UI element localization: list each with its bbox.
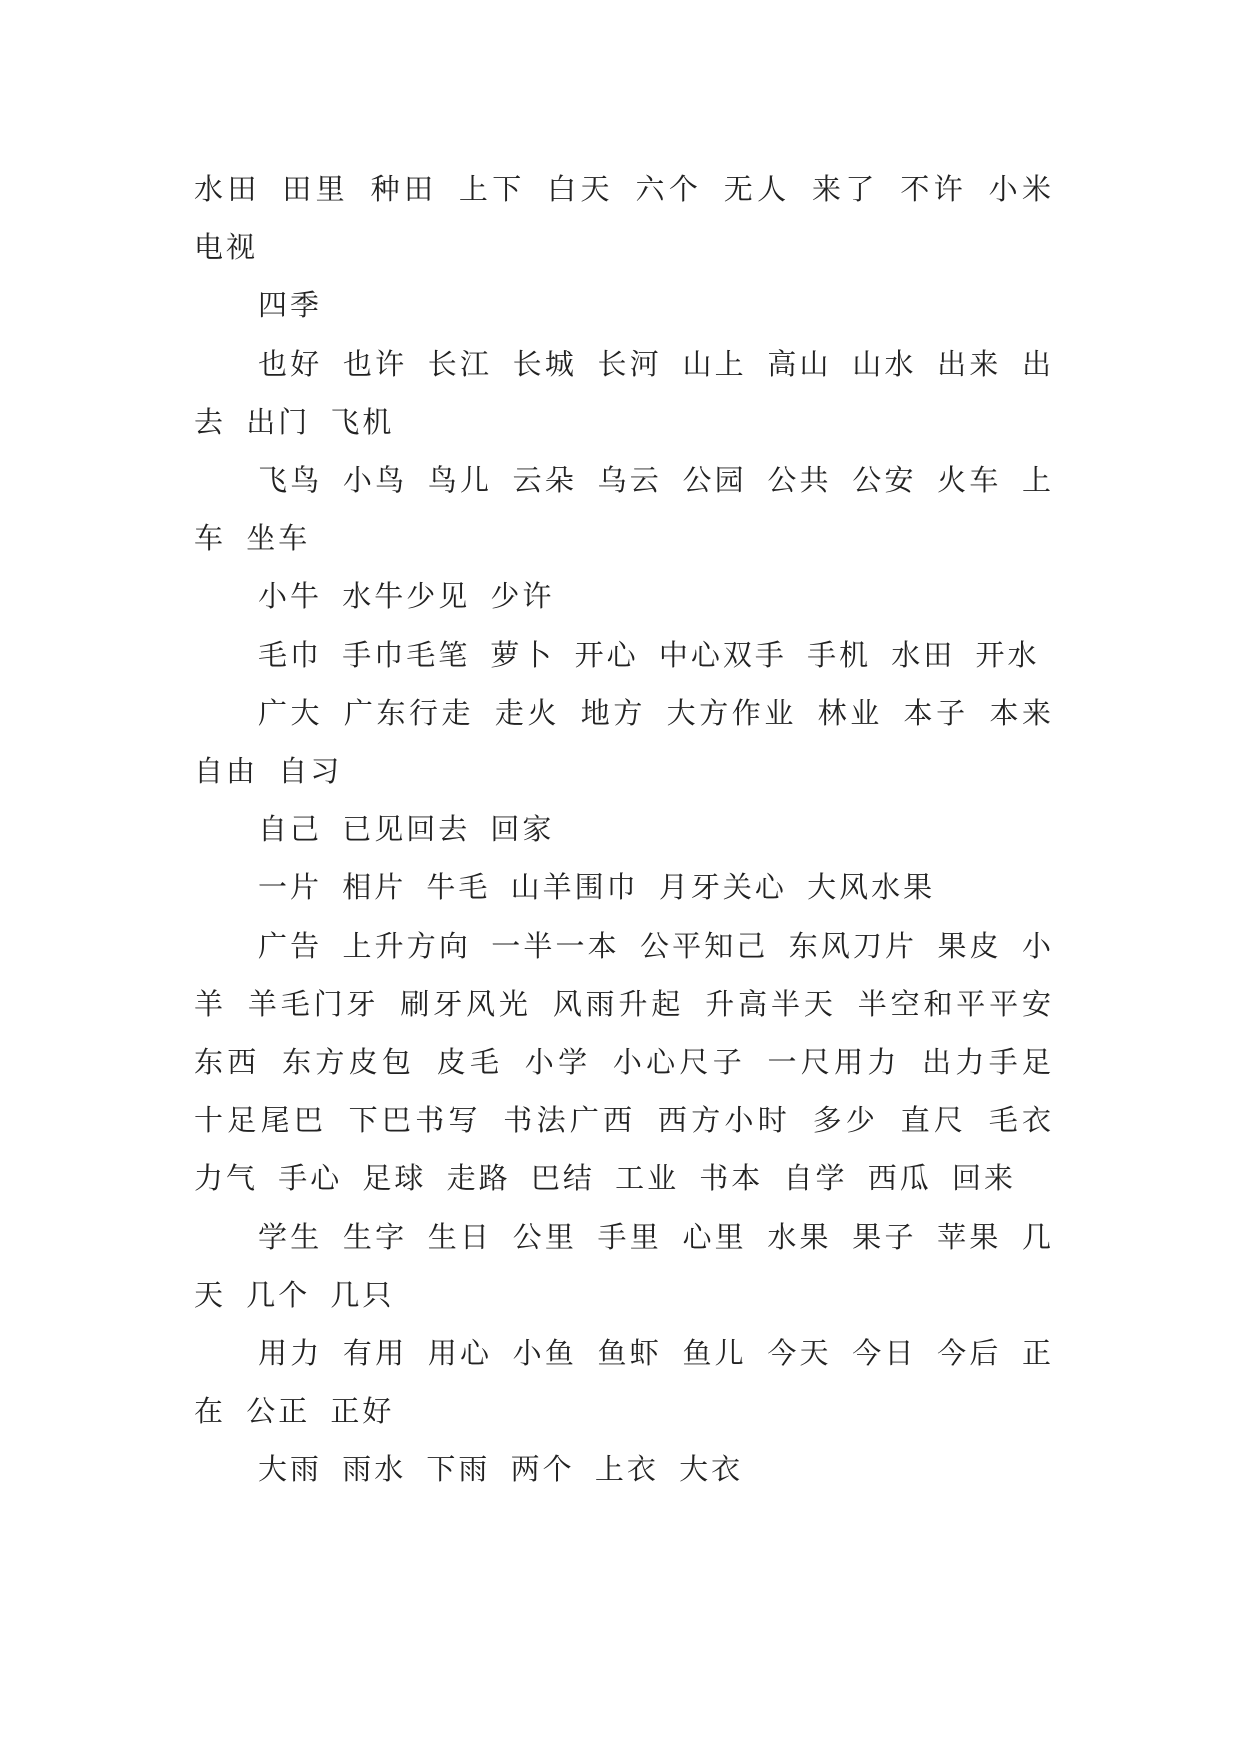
paragraph-1: 水田 田里 种田 上下 白天 六个 无人 来了 不许 小米 电视 <box>194 172 1054 265</box>
paragraph-3: 也好 也许 长江 长城 长河 山上 高山 山水 出来 出去 出门 飞机 <box>194 346 1054 439</box>
paragraph-12: 用力 有用 用心 小鱼 鱼虾 鱼儿 今天 今日 今后 正在 公正 正好 <box>194 1336 1054 1429</box>
paragraph-4: 飞鸟 小鸟 鸟儿 云朵 乌云 公园 公共 公安 火车 上车 坐车 <box>194 463 1054 556</box>
paragraph-6: 毛巾 手巾毛笔 萝卜 开心 中心双手 手机 水田 开水 <box>258 637 1040 672</box>
paragraph-9: 一片 相片 牛毛 山羊围巾 月牙关心 大风水果 <box>258 870 936 905</box>
paragraph-11: 学生 生字 生日 公里 手里 心里 水果 果子 苹果 几天 几个 几只 <box>194 1219 1054 1312</box>
paragraph-8: 自己 已见回去 回家 <box>258 812 555 847</box>
paragraph-5: 小牛 水牛少见 少许 <box>258 579 555 614</box>
paragraph-13: 大雨 雨水 下雨 两个 上衣 大衣 <box>258 1452 744 1487</box>
paragraph-2: 四季 <box>258 288 323 323</box>
paragraph-7: 广大 广东行走 走火 地方 大方作业 林业 本子 本来 自由 自习 <box>194 695 1054 789</box>
paragraph-10: 广告 上升方向 一半一本 公平知己 东风刀片 果皮 小羊 羊毛门牙 刷牙风光 风雨升起 升高半天 半空和平平安东西 东方皮包 皮毛 小学 小心尺子 一尺用力 出力手足 十足尾巴 下巴书写 书法广西 西方小时 多少 直尺 毛衣 力气 手心 足球 走路 巴结 工业 书本 自学 西瓜 回来 <box>194 928 1054 1196</box>
document-body <box>194 160 1054 1499</box>
